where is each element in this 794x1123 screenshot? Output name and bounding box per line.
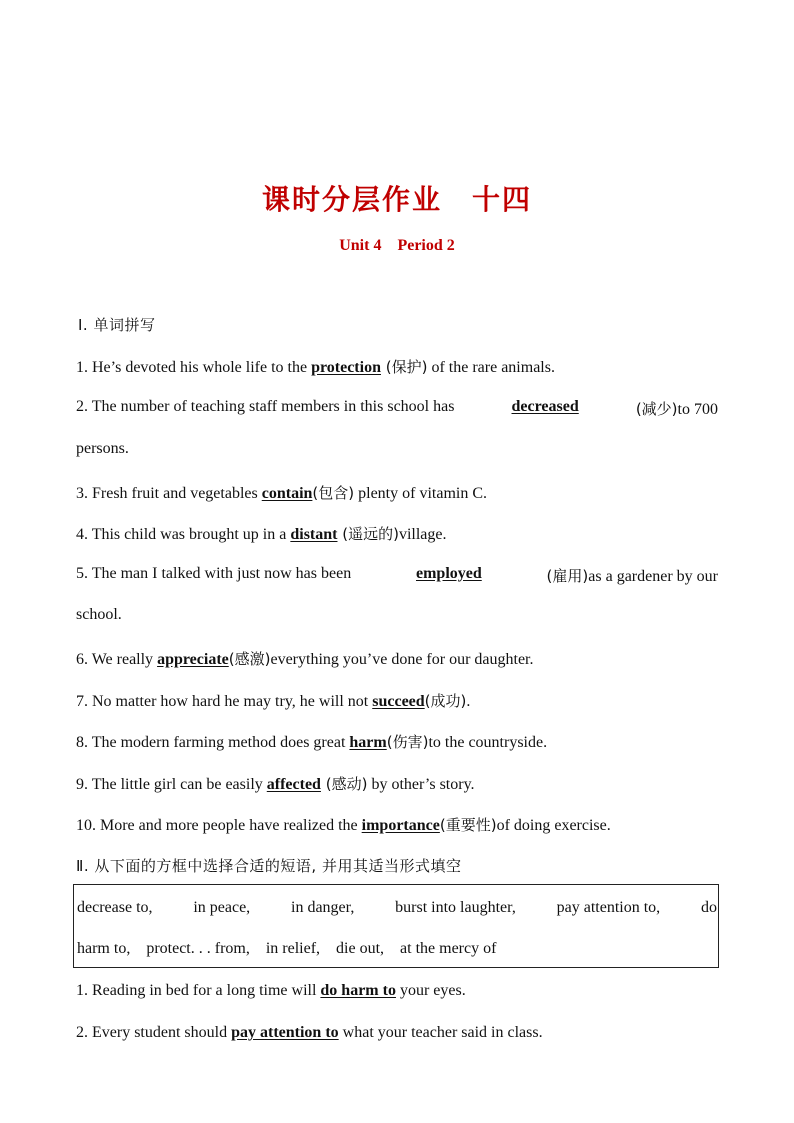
exercise-item: 6. We really appreciate(感激)everything you’ve done for our daughter. xyxy=(76,650,534,668)
phrase: pay attention to, xyxy=(556,899,661,916)
exercise-item: 10. More and more people have realized the importance(重要性)of doing exercise. xyxy=(76,816,611,834)
phrase-box xyxy=(73,884,719,968)
exercise-item-continued: persons. xyxy=(76,440,129,457)
phrase-box-line-2: harm to, protect. . . from, in relief, die out, at the mercy of xyxy=(77,940,497,957)
page-subtitle: Unit 4 Period 2 xyxy=(339,237,455,254)
exercise-item: 1. He’s devoted his whole life to the protection (保护) of the rare animals. xyxy=(76,358,555,376)
phrase: decrease to, xyxy=(77,899,153,916)
section-1-heading: Ⅰ. 单词拼写 xyxy=(78,316,156,334)
exercise-item-continued: school. xyxy=(76,606,122,623)
exercise-item: 2. The number of teaching staff members in this school has decreased (减少)to 700 xyxy=(76,398,718,418)
exercise-item: 2. Every student should pay attention to what your teacher said in class. xyxy=(76,1024,543,1041)
answer: decreased xyxy=(511,398,579,415)
answer: protection xyxy=(311,359,381,376)
exercise-item: 8. The modern farming method does great harm(伤害)to the countryside. xyxy=(76,733,548,751)
exercise-item: 4. This child was brought up in a distant (遥远的)village. xyxy=(76,525,447,543)
answer: affected xyxy=(266,776,321,793)
answer: employed xyxy=(415,565,482,582)
answer: pay attention to xyxy=(231,1024,339,1041)
page-title: 课时分层作业 十四 xyxy=(261,183,532,216)
answer: appreciate xyxy=(157,651,229,668)
exercise-item: 9. The little girl can be easily affected (感动) by other’s story. xyxy=(76,775,475,793)
answer: succeed xyxy=(372,693,425,710)
phrase: in danger, xyxy=(291,899,355,916)
exercise-item: 3. Fresh fruit and vegetables contain(包含) plenty of vitamin C. xyxy=(76,484,487,502)
phrase: burst into laughter, xyxy=(395,899,516,916)
section-2-heading: Ⅱ. 从下面的方框中选择合适的短语, 并用其适当形式填空 xyxy=(76,857,462,875)
exercise-item: 1. Reading in bed for a long time will do harm to your eyes. xyxy=(76,982,466,999)
answer: harm xyxy=(349,734,387,751)
phrase: in peace, xyxy=(193,899,251,916)
answer: do harm to xyxy=(320,982,396,999)
answer: contain xyxy=(261,485,313,502)
phrase: do xyxy=(700,899,717,916)
exercise-item: 7. No matter how hard he may try, he will not succeed(成功). xyxy=(76,692,471,710)
exercise-item: 5. The man I talked with just now has been employed (雇用)as a gardener by our xyxy=(76,565,718,585)
answer: importance xyxy=(361,817,440,834)
answer: distant xyxy=(290,526,338,543)
phrase-box-line-1 xyxy=(77,899,717,917)
